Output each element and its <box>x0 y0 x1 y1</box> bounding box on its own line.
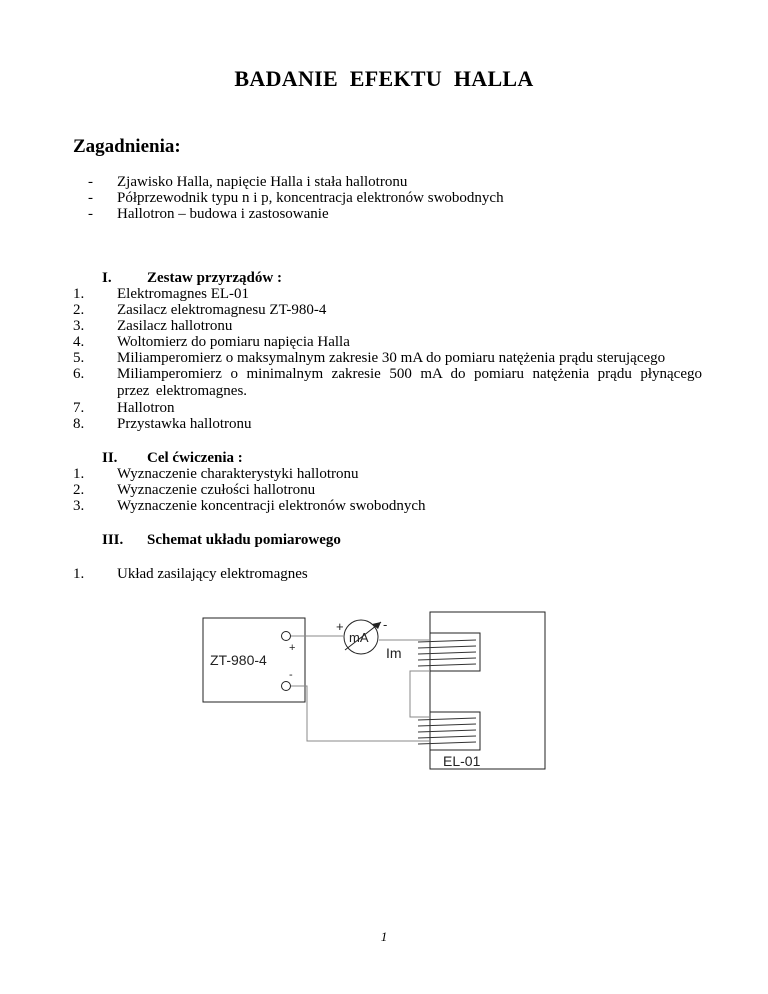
list-item: Wyznaczenie charakterystyki hallotronu <box>117 466 359 482</box>
zagadnienia-item: Półprzewodnik typu n i p, koncentracja elektronów swobodnych <box>117 190 504 206</box>
section-1-roman: I. <box>102 270 112 286</box>
terminal-minus-icon <box>282 682 291 691</box>
meter-minus-label: - <box>383 617 388 632</box>
list-number: 5. <box>73 350 85 366</box>
bullet-dash: - <box>88 190 93 206</box>
magnet-label: EL-01 <box>443 753 481 769</box>
list-item: Miliamperomierz o minimalnym zakresie 500 mA do pomiaru natężenia prądu płynącego przez elektromagnes. <box>117 366 702 399</box>
list-item: Miliamperomierz o maksymalnym zakresie 30 mA do pomiaru natężenia prądu sterującego <box>117 350 666 366</box>
list-item: Hallotron <box>117 400 175 416</box>
meter-plus-label: + <box>336 619 344 634</box>
list-item: Zasilacz elektromagnesu ZT-980-4 <box>117 302 327 318</box>
list-number: 4. <box>73 334 85 350</box>
list-number: 6. <box>73 366 85 382</box>
list-item: Wyznaczenie koncentracji elektronów swobodnych <box>117 498 426 514</box>
list-number: 2. <box>73 482 85 498</box>
section-1-heading: Zestaw przyrządów : <box>147 270 282 286</box>
list-item: Wyznaczenie czułości hallotronu <box>117 482 316 498</box>
list-number: 3. <box>73 498 85 514</box>
section-3-item: Układ zasilający elektromagnes <box>117 566 308 582</box>
list-item: Woltomierz do pomiaru napięcia Halla <box>117 334 350 350</box>
meter-label: mA <box>349 630 369 645</box>
zagadnienia-item: Zjawisko Halla, napięcie Halla i stała hallotronu <box>117 174 408 190</box>
current-label: Im <box>386 645 402 661</box>
bullet-dash: - <box>88 206 93 222</box>
list-item: Przystawka hallotronu <box>117 416 252 432</box>
supply-plus-label: + <box>289 642 296 654</box>
document-title: BADANIE EFEKTU HALLA <box>234 66 534 91</box>
lower-coil-windings <box>418 718 476 744</box>
list-number: 1. <box>73 566 85 582</box>
list-number: 3. <box>73 318 85 334</box>
section-2-heading: Cel ćwiczenia : <box>147 450 243 466</box>
list-number: 1. <box>73 466 85 482</box>
supply-label: ZT-980-4 <box>210 652 267 668</box>
list-number: 1. <box>73 286 85 302</box>
section-2-roman: II. <box>102 450 118 466</box>
upper-coil-windings <box>418 640 476 666</box>
terminal-plus-icon <box>282 632 291 641</box>
zagadnienia-heading: Zagadnienia: <box>73 136 181 157</box>
page-number: 1 <box>380 929 388 944</box>
wire-coil-link <box>410 671 430 717</box>
section-3-roman: III. <box>102 532 124 548</box>
list-item: Zasilacz hallotronu <box>117 318 233 334</box>
bullet-dash: - <box>88 174 93 190</box>
wire-minus-return <box>291 686 430 741</box>
list-number: 8. <box>73 416 85 432</box>
zagadnienia-item: Hallotron – budowa i zastosowanie <box>117 206 329 222</box>
list-item: Elektromagnes EL-01 <box>117 286 250 302</box>
magnet-frame <box>430 612 545 769</box>
list-number: 7. <box>73 400 85 416</box>
list-number: 2. <box>73 302 85 318</box>
section-3-heading: Schemat układu pomiarowego <box>147 532 341 548</box>
supply-minus-label: - <box>289 669 293 681</box>
